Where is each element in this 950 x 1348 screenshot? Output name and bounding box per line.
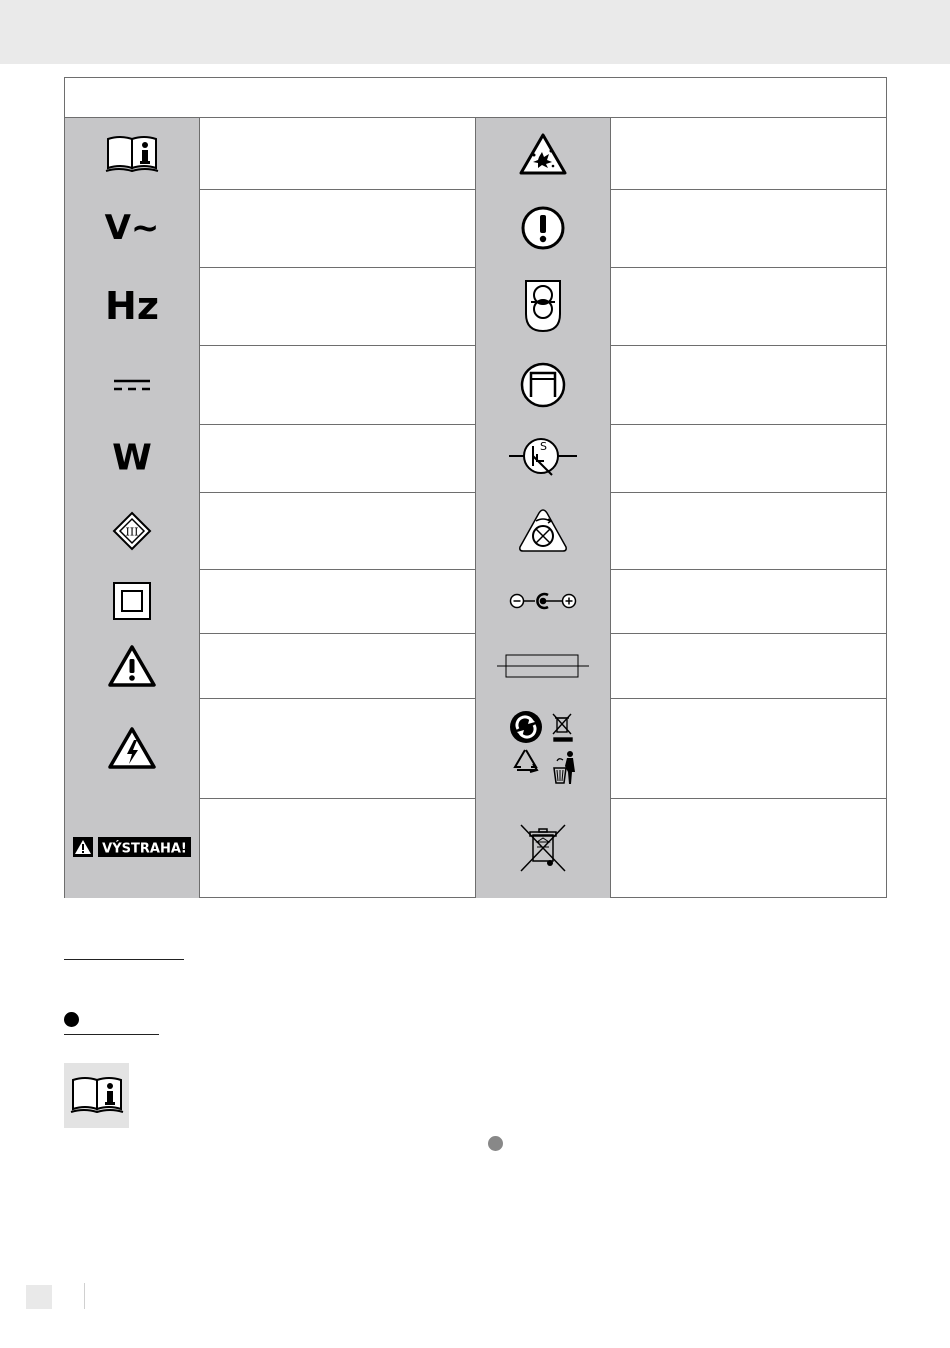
- electric-shock-warning-icon: [107, 726, 157, 770]
- table-row: [65, 267, 886, 346]
- table-row: [65, 569, 886, 634]
- page-number-box: [26, 1285, 52, 1309]
- symbol-cell: [65, 569, 200, 633]
- warning-triangle-icon: [107, 644, 157, 688]
- symbol-cell: [476, 189, 611, 267]
- thermal-protection-icon: [518, 508, 568, 554]
- symbols-table: [64, 77, 887, 898]
- crossed-out-bin-icon: [519, 823, 567, 873]
- description-cell: [200, 633, 476, 698]
- description-cell: [611, 569, 886, 633]
- description-cell: [611, 633, 886, 698]
- recycle-triangle-icon: [515, 750, 537, 772]
- smps-letter: S: [540, 440, 547, 453]
- symbol-cell: [65, 798, 200, 898]
- footer-divider: [84, 1283, 85, 1309]
- table-row: [65, 698, 886, 799]
- table-row: [65, 798, 886, 898]
- section-heading-rule: [64, 959, 184, 960]
- fuse-icon: [497, 653, 589, 679]
- top-band: [0, 0, 950, 64]
- instruction-manual-info-icon: [105, 134, 159, 174]
- ac-voltage-icon: V~: [104, 208, 160, 248]
- protection-class-iii-icon: [112, 511, 152, 551]
- instruction-manual-info-icon: [70, 1075, 124, 1115]
- symbol-cell: [476, 569, 611, 633]
- symbol-cell: [65, 424, 200, 492]
- symbol-cell: [65, 345, 200, 424]
- description-cell: [611, 189, 886, 267]
- symbol-cell: [476, 698, 611, 798]
- symbol-cell: [476, 798, 611, 898]
- attention-exclamation-icon: [520, 205, 566, 251]
- protection-class-ii-icon: [112, 581, 152, 621]
- explosion-warning-icon: [518, 132, 568, 176]
- symbol-cell: [476, 633, 611, 698]
- description-cell: [200, 118, 476, 189]
- description-cell: [611, 698, 886, 798]
- description-cell: [611, 424, 886, 492]
- subheading-rule: [64, 1034, 159, 1035]
- table-row: [65, 492, 886, 570]
- table-title-row: [65, 78, 886, 118]
- tidyman-icon: [554, 751, 575, 784]
- table-row: [65, 189, 886, 268]
- description-cell: [611, 267, 886, 345]
- direct-current-icon: [113, 379, 151, 391]
- description-cell: [200, 267, 476, 345]
- indoor-use-only-icon: [519, 361, 567, 409]
- vystraha-label-text: VÝSTRAHA!: [102, 841, 187, 857]
- section-bullet-icon: [64, 1012, 79, 1027]
- symbol-cell: [65, 633, 200, 698]
- safety-transformer-icon: [523, 278, 563, 334]
- crossed-bin-small-icon: [553, 714, 572, 741]
- description-cell: [611, 492, 886, 569]
- polarity-icon: [509, 592, 577, 610]
- switched-mode-power-supply-icon: [509, 437, 577, 479]
- description-cell: [611, 345, 886, 424]
- description-cell: [200, 569, 476, 633]
- description-cell: [200, 189, 476, 267]
- table-row: [65, 424, 886, 493]
- description-cell: [611, 118, 886, 189]
- table-row: [65, 345, 886, 425]
- green-dot-icon: [510, 711, 542, 743]
- description-cell: [200, 424, 476, 492]
- description-cell: [611, 798, 886, 898]
- symbol-cell: [476, 118, 611, 189]
- description-cell: [200, 798, 476, 898]
- vystraha-warning-label-icon: [73, 837, 191, 859]
- symbol-cell: [476, 424, 611, 492]
- table-row: [65, 118, 886, 190]
- symbol-cell: [65, 189, 200, 267]
- symbol-cell: [476, 267, 611, 345]
- class-iii-numeral: III: [125, 525, 139, 538]
- symbol-cell: [65, 118, 200, 189]
- description-cell: [200, 492, 476, 569]
- symbol-cell: [476, 345, 611, 424]
- table-row: [65, 633, 886, 699]
- recycling-disposal-icons: [509, 710, 577, 786]
- symbol-cell: [65, 267, 200, 345]
- grey-bullet-dot: [488, 1136, 503, 1151]
- description-cell: [200, 698, 476, 798]
- symbol-cell: [65, 492, 200, 569]
- description-cell: [200, 345, 476, 424]
- watt-icon: W: [112, 437, 152, 479]
- info-note-box: [64, 1063, 129, 1128]
- symbol-cell: [476, 492, 611, 569]
- hertz-icon: Hz: [105, 284, 159, 328]
- symbol-cell: [65, 698, 200, 798]
